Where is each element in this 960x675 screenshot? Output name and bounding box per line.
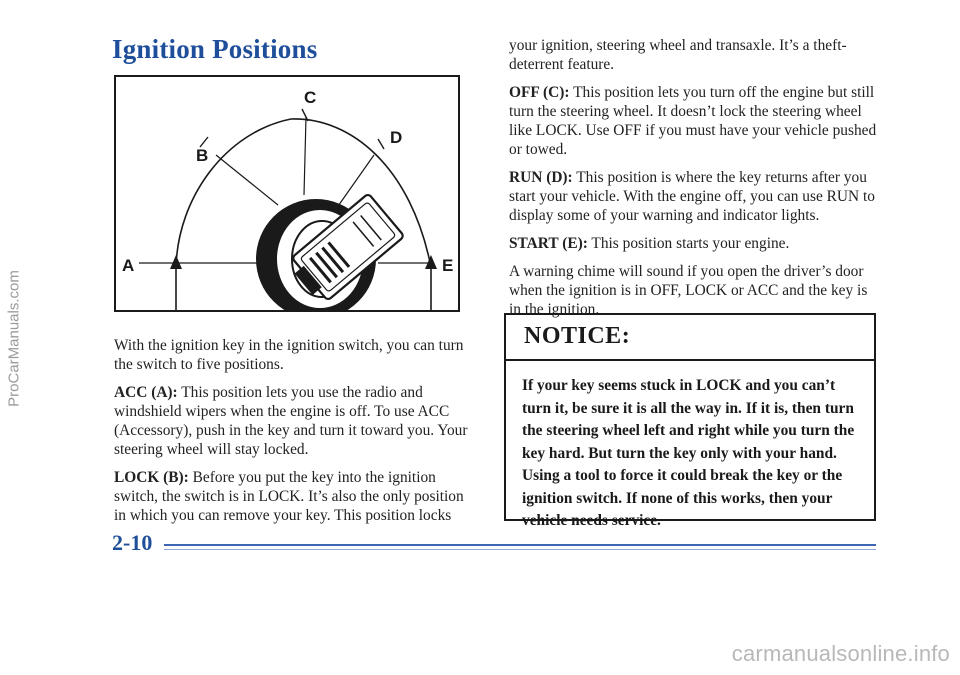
off-paragraph bbox=[509, 83, 879, 159]
label-e: E bbox=[442, 256, 454, 275]
arc-arrow-left bbox=[170, 255, 182, 269]
acc-label: ACC (A): bbox=[114, 384, 178, 401]
leader-c bbox=[304, 117, 306, 195]
run-text: This position is where the key returns after you start your vehicle. With the engine off, you can use RUN to display some of your warning and indicator lights. bbox=[509, 169, 875, 224]
run-paragraph bbox=[509, 168, 879, 225]
ignition-diagram-art bbox=[116, 77, 458, 310]
page-title: Ignition Positions bbox=[112, 34, 318, 64]
start-text: This position starts your engine. bbox=[587, 235, 790, 252]
notice-heading: NOTICE: bbox=[506, 315, 874, 361]
start-paragraph bbox=[509, 234, 879, 253]
notice-body: If your key seems stuck in LOCK and you can’t turn it, be sure it is all the way in. If it is, then turn the steering wheel left and right while you turn the key hard. But turn the key only with your hand. Using a tool to force it could break the key or the ignition switch. If none of this works, then your vehicle needs service. bbox=[522, 377, 855, 529]
right-column bbox=[509, 36, 879, 328]
chime-paragraph: A warning chime will sound if you open the driver’s door when the ignition is in OFF, LOCK or ACC and the key is in the ignition. bbox=[509, 263, 868, 318]
continuation-paragraph: your ignition, steering wheel and transaxle. It’s a theft-deterrent feature. bbox=[509, 37, 847, 73]
off-text: This position lets you turn off the engine but still turn the steering wheel. It doesn’t lock the steering wheel like LOCK. Use OFF if you must have your vehicle pushed or towed. bbox=[509, 84, 877, 158]
off-label: OFF (C): bbox=[509, 84, 570, 101]
notice-box bbox=[504, 313, 876, 529]
label-d: D bbox=[390, 128, 403, 147]
lock-text: Before you put the key into the ignition switch, the switch is in LOCK. It’s also the only position in which you can remove your key. This position locks bbox=[114, 469, 464, 524]
label-c: C bbox=[304, 88, 317, 107]
acc-text: This position lets you use the radio and windshield wipers when the engine is off. To use ACC (Accessory), push in the key and turn it toward you. Your steering wheel will stay locked. bbox=[114, 384, 468, 458]
lock-paragraph bbox=[114, 468, 470, 525]
start-label: START (E): bbox=[509, 235, 588, 252]
footer-rule bbox=[164, 544, 876, 546]
acc-paragraph bbox=[114, 383, 470, 459]
label-b: B bbox=[196, 146, 209, 165]
ignition-diagram bbox=[114, 75, 460, 312]
arc-arrow-right bbox=[425, 255, 437, 269]
bottom-watermark: carmanualsonline.info bbox=[731, 641, 950, 666]
label-a: A bbox=[122, 256, 135, 275]
left-column bbox=[114, 336, 470, 534]
page-number: 2-10 bbox=[112, 530, 153, 555]
leader-b bbox=[216, 155, 278, 205]
footer-rule-thin bbox=[164, 549, 876, 550]
run-label: RUN (D): bbox=[509, 169, 573, 186]
lock-label: LOCK (B): bbox=[114, 469, 189, 486]
side-watermark-text: ProCarManuals.com bbox=[5, 270, 23, 407]
intro-paragraph: With the ignition key in the ignition switch, you can turn the switch to five positions. bbox=[114, 337, 464, 373]
